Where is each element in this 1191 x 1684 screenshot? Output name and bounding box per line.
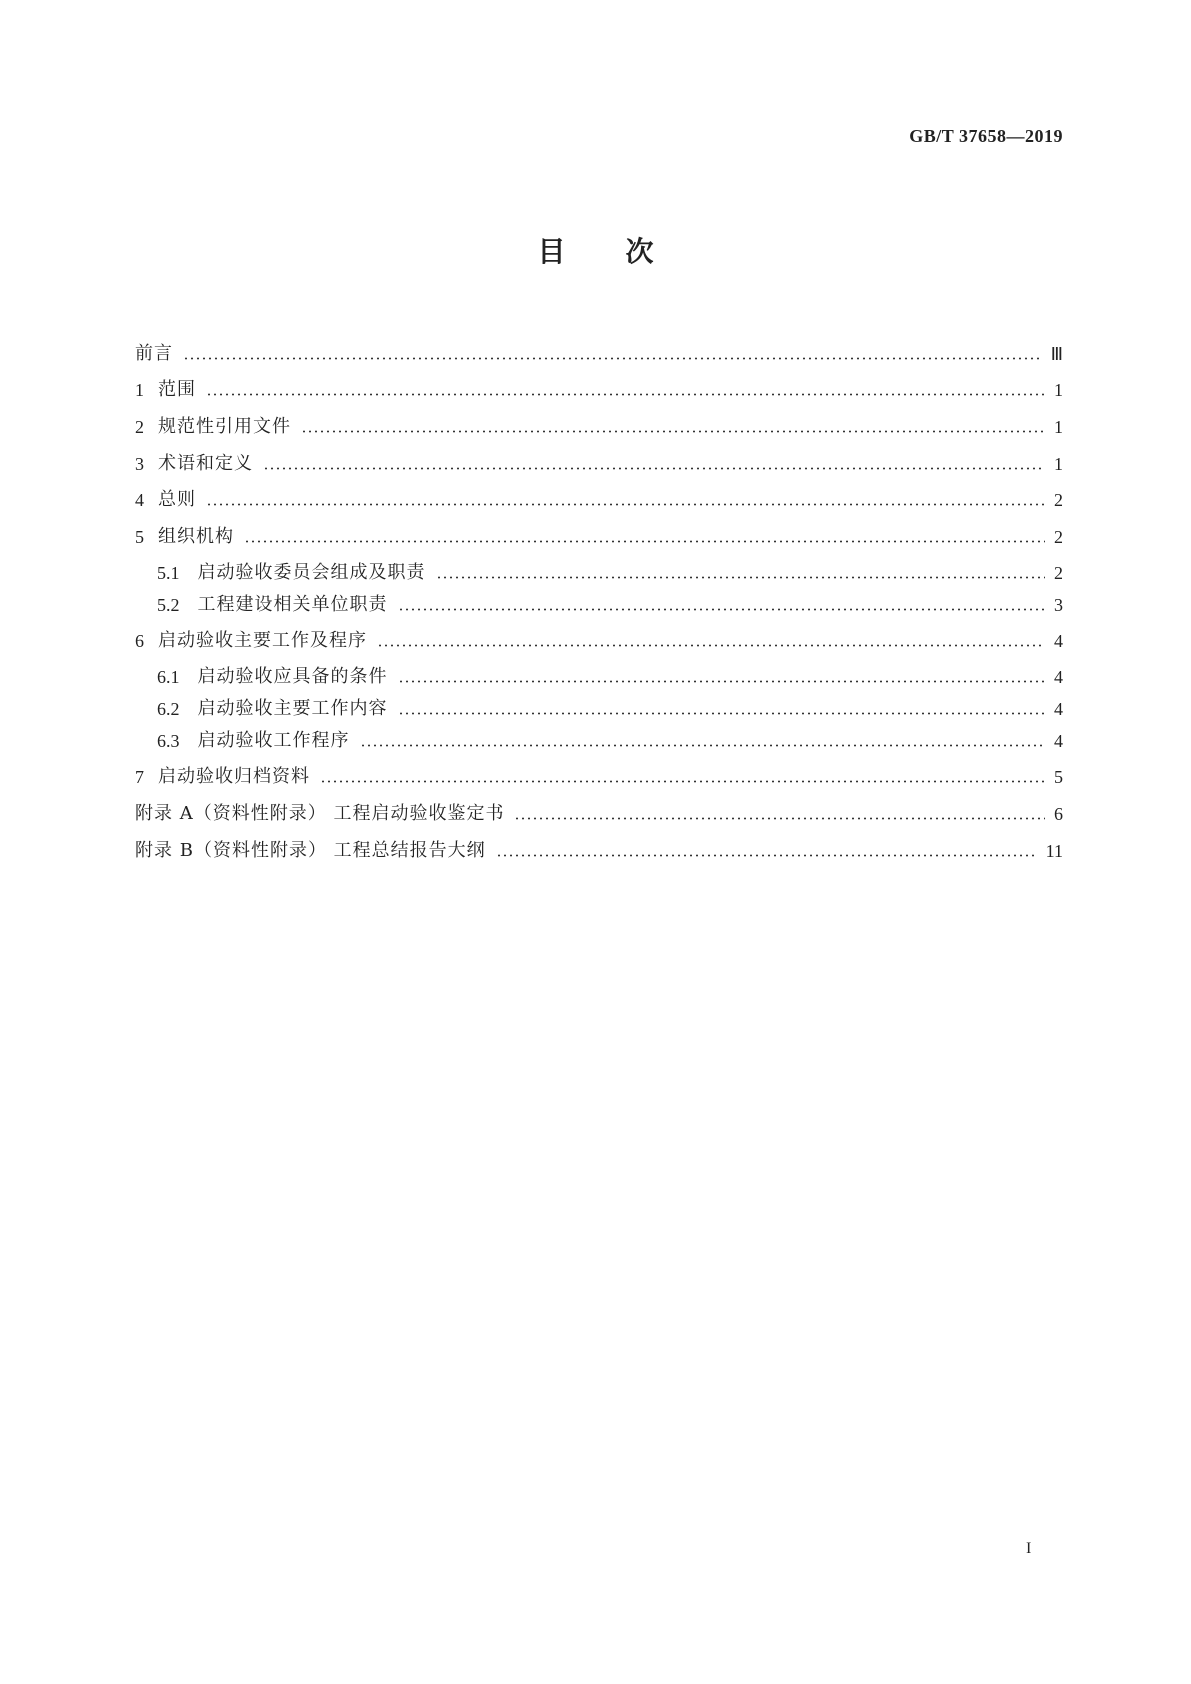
toc-entry-label: 前言 — [135, 342, 173, 364]
page-title — [0, 230, 1191, 270]
toc-entry-page: 2 — [1054, 527, 1063, 548]
toc-entry-label: 范围 — [158, 379, 196, 401]
toc-entry-page: 2 — [1054, 563, 1063, 584]
toc-entry-label: 总则 — [158, 489, 196, 511]
toc-entry-page: Ⅲ — [1050, 343, 1063, 364]
dot-leader — [301, 430, 1045, 433]
standard-number: GB/T 37658—2019 — [909, 126, 1063, 146]
toc-entry-page: 4 — [1054, 667, 1063, 688]
toc-entry[interactable] — [135, 825, 1063, 862]
dot-leader — [398, 608, 1046, 611]
toc-entry-page: 1 — [1054, 380, 1063, 401]
toc-entry-label: 启动验收应具备的条件 — [197, 666, 388, 688]
toc-entry[interactable] — [135, 365, 1063, 402]
toc-entry-label: 启动验收主要工作内容 — [197, 698, 388, 719]
dot-leader — [183, 357, 1043, 360]
toc-entry-number: 2 — [135, 417, 144, 438]
toc-entry-page: 5 — [1054, 767, 1063, 788]
toc-entry-page: 6 — [1054, 803, 1063, 824]
title-char: 次 — [625, 235, 654, 268]
dot-leader — [320, 780, 1045, 783]
toc-entry-number: 5.2 — [157, 594, 180, 615]
toc-entry-label: 工程建设相关单位职责 — [197, 593, 388, 615]
toc-entry[interactable] — [135, 752, 1063, 789]
dot-leader — [496, 854, 1038, 857]
toc-entry-label: 组织机构 — [158, 526, 234, 548]
toc-entry-number: 7 — [135, 767, 144, 788]
toc-entry-label: 附录 B（资料性附录） 工程总结报告大纲 — [135, 839, 486, 861]
toc-entry-page: 2 — [1054, 490, 1063, 511]
dot-leader — [263, 467, 1045, 470]
toc-entry[interactable] — [135, 616, 1063, 653]
dot-leader — [514, 817, 1045, 820]
toc-entry-label: 启动验收工作程序 — [197, 729, 350, 751]
toc-entry-number: 6.1 — [157, 667, 180, 688]
toc-entry-label: 启动验收主要工作及程序 — [158, 630, 367, 652]
toc-entry-label: 术语和定义 — [158, 452, 253, 474]
toc-entry-page: 4 — [1054, 631, 1063, 652]
toc-entry-page: 1 — [1054, 453, 1063, 474]
toc-entry-label: 启动验收委员会组成及职责 — [197, 562, 426, 584]
toc-entry-page: 4 — [1054, 699, 1063, 719]
toc-entry[interactable] — [135, 328, 1063, 365]
toc-entry-page: 11 — [1045, 840, 1063, 861]
toc-entry[interactable] — [135, 438, 1063, 475]
toc-entry[interactable] — [135, 548, 1063, 584]
page-number: I — [1026, 1540, 1032, 1557]
dot-leader — [206, 503, 1045, 506]
toc-entry-page: 3 — [1054, 594, 1063, 615]
toc-entry[interactable] — [135, 788, 1063, 825]
toc-entry[interactable] — [135, 511, 1063, 548]
toc-entry-page: 4 — [1054, 730, 1063, 751]
toc-entry-number: 6.2 — [157, 699, 180, 719]
toc-entry[interactable] — [135, 688, 1063, 720]
toc-entry[interactable] — [135, 584, 1063, 616]
toc-entry-number: 6.3 — [157, 730, 180, 751]
toc-entry-label: 附录 A（资料性附录） 工程启动验收鉴定书 — [135, 802, 505, 824]
dot-leader — [377, 644, 1045, 647]
toc-entry[interactable] — [135, 475, 1063, 512]
dot-leader — [360, 744, 1046, 747]
toc-entry-number: 1 — [135, 380, 144, 401]
dot-leader — [398, 680, 1046, 683]
toc-entry[interactable] — [135, 652, 1063, 688]
toc-entry-label: 规范性引用文件 — [158, 416, 291, 438]
toc-entry-number: 3 — [135, 453, 144, 474]
table-of-contents — [135, 328, 1063, 862]
dot-leader — [244, 540, 1045, 543]
toc-entry-label: 启动验收归档资料 — [158, 766, 310, 788]
dot-leader — [206, 393, 1045, 396]
dot-leader — [436, 576, 1046, 579]
toc-entry-number: 6 — [135, 631, 144, 652]
title-char: 目 — [537, 235, 566, 268]
toc-entry-number: 4 — [135, 490, 144, 511]
toc-entry[interactable] — [135, 720, 1063, 752]
toc-entry-number: 5.1 — [157, 563, 180, 584]
toc-entry[interactable] — [135, 401, 1063, 438]
toc-entry-page: 1 — [1054, 417, 1063, 438]
toc-entry-number: 5 — [135, 527, 144, 548]
dot-leader — [398, 712, 1046, 715]
